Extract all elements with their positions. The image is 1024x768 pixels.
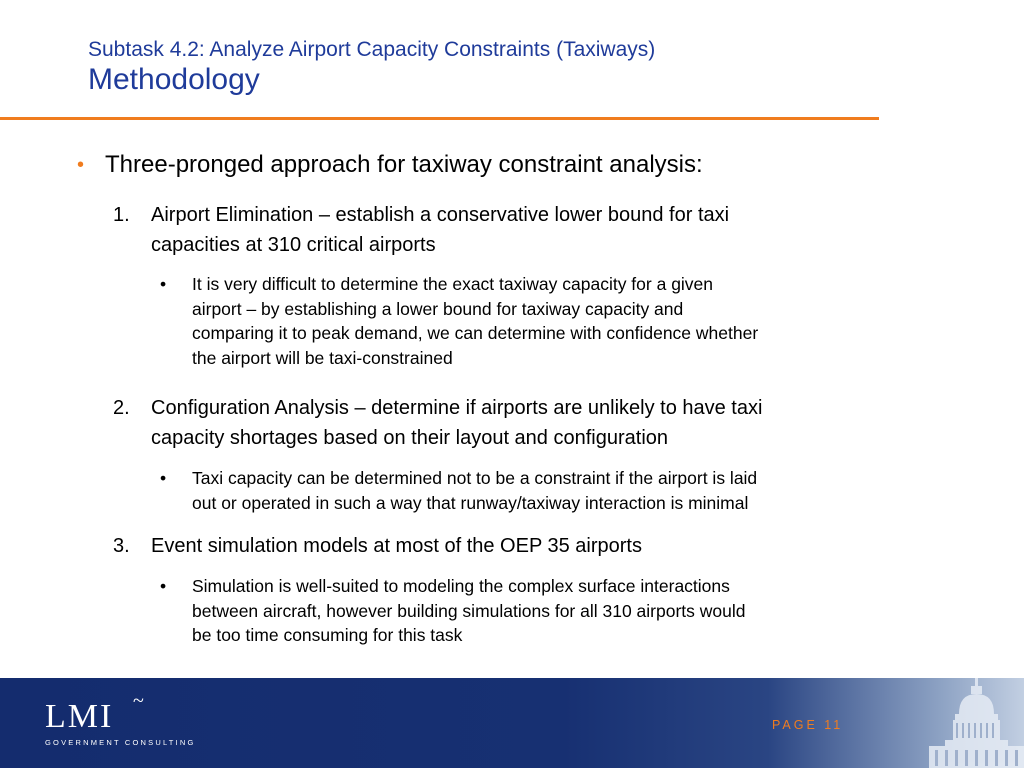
bullet-icon: • [160,274,167,294]
list-number: 3. [113,535,130,557]
sub-bullet-line: the airport will be taxi-constrained [192,347,453,368]
sub-bullet-line: comparing it to peak demand, we can determine with confidence whether [192,323,759,343]
sub-bullet-3 [160,574,942,648]
main-bullet-text: Three-pronged approach for taxiway constraint analysis: [105,151,703,178]
sub-bullet-line: Simulation is well-suited to modeling the complex surface interactions [192,576,730,596]
list-number: 2. [113,397,130,419]
bullet-icon: • [160,468,167,488]
list-item-line: capacities at 310 critical airports [151,234,436,256]
sub-bullet-line: It is very difficult to determine the exact taxiway capacity for a given [192,274,714,294]
list-item-line: Airport Elimination – establish a conservative lower bound for taxi [151,204,730,226]
list-item-line: capacity shortages based on their layout and configuration [151,427,669,449]
sub-bullet-line: out or operated in such a way that runway/taxiway interaction is minimal [192,492,749,513]
list-item-line: Event simulation models at most of the OEP 35 airports [151,535,642,557]
sub-bullet-line: airport – by establishing a lower bound for taxiway capacity and [192,298,684,319]
list-item-line: Configuration Analysis – determine if airports are unlikely to have taxi [151,397,763,419]
bullet-icon: • [160,576,167,596]
main-bullet [77,150,703,180]
header-divider [0,117,879,120]
bullet-icon: • [77,154,85,176]
list-item-1 [113,200,951,260]
logo-tagline: GOVERNMENT CONSULTING [45,738,196,747]
lmi-logo [45,690,196,747]
list-item-3 [113,531,951,561]
sub-bullet-line: Taxi capacity can be determined not to be a constraint if the airport is laid [192,468,758,488]
sub-bullet-line: between aircraft, however building simulations for all 310 airports would [192,600,746,621]
list-number: 1. [113,204,130,226]
page-number: PAGE 11 [772,718,844,732]
logo-wordmark: LMI [45,698,114,735]
sub-bullet-line: be too time consuming for this task [192,625,463,645]
capitol-dome-icon [915,678,1024,768]
slide-subtitle: Subtask 4.2: Analyze Airport Capacity Constraints (Taxiways) [88,38,656,61]
logo-tilde-icon: ~ [133,690,144,712]
sub-bullet-2 [160,466,942,515]
list-item-2 [113,393,951,453]
sub-bullet-1 [160,272,942,370]
slide-header [88,38,655,97]
slide-title: Methodology [88,63,260,96]
slide-footer [0,678,1024,768]
